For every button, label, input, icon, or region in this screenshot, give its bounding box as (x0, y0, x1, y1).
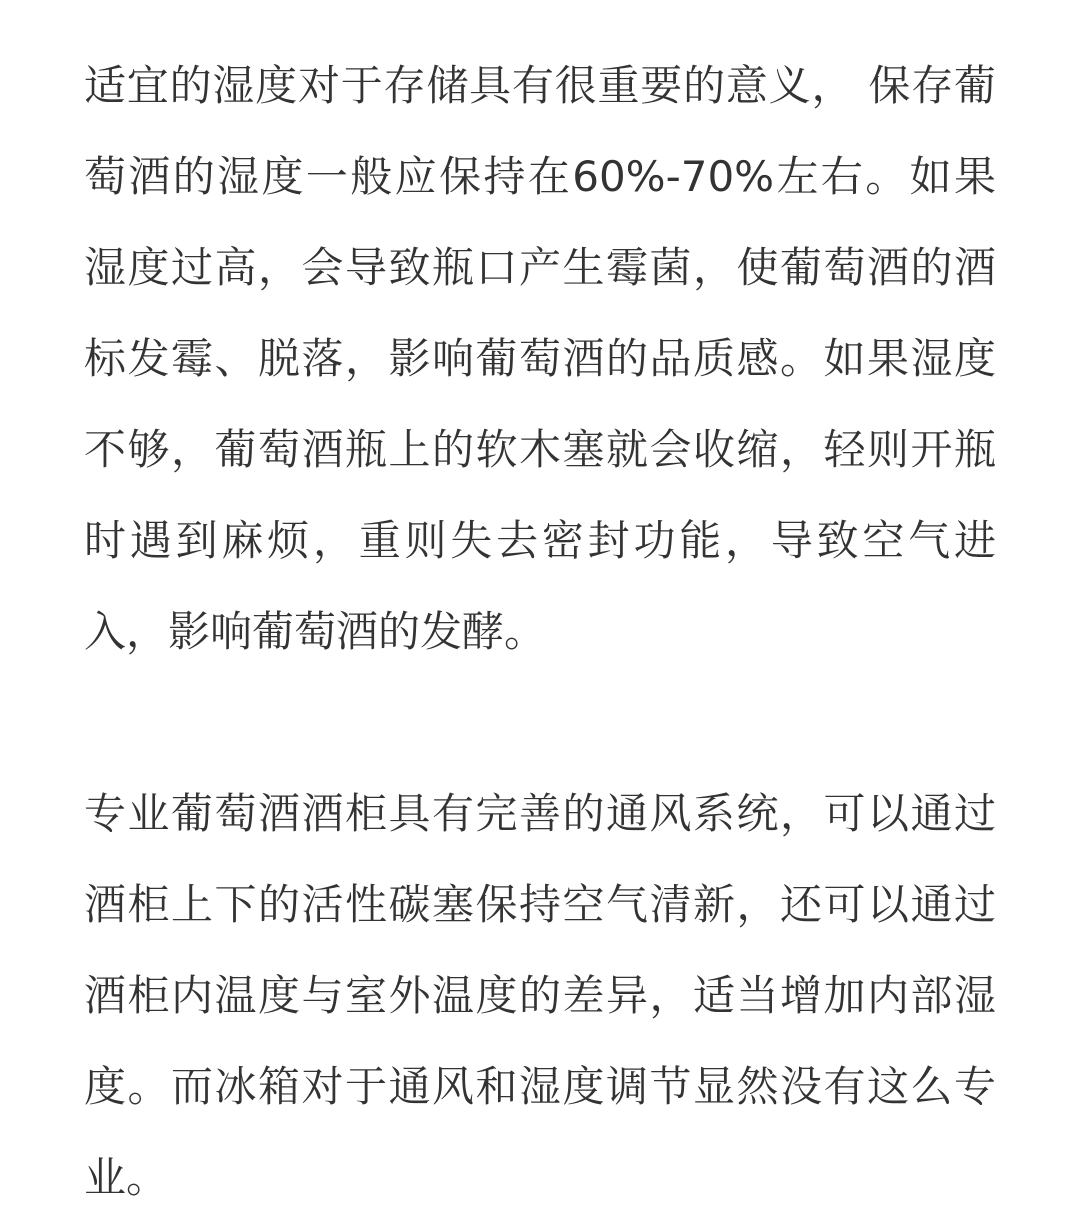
text-line: 酒柜内温度与室外温度的差异，适当增加内部湿 (84, 971, 996, 1020)
text-line: 适宜的湿度对于存储具有很重要的意义， 保存葡 (84, 61, 996, 110)
text-line: 业。 (84, 1153, 169, 1202)
text-line: 湿度过高，会导致瓶口产生霉菌，使葡萄酒的酒 (84, 243, 996, 292)
text-line: 标发霉、脱落，影响葡萄酒的品质感。如果湿度 (84, 334, 996, 383)
paragraph-wine-cabinet (84, 768, 996, 1223)
text-line: 时遇到麻烦，重则失去密封功能，导致空气进 (84, 516, 996, 565)
text-line: 入，影响葡萄酒的发酵。 (84, 607, 547, 656)
text-line: 专业葡萄酒酒柜具有完善的通风系统，可以通过 (84, 789, 996, 838)
paragraph-humidity (84, 40, 996, 677)
text-line: 萄酒的湿度一般应保持在60%-70%左右。如果 (84, 152, 996, 201)
article-body (84, 40, 996, 1223)
text-line: 酒柜上下的活性碳塞保持空气清新，还可以通过 (84, 880, 996, 929)
text-line: 度。而冰箱对于通风和湿度调节显然没有这么专 (84, 1062, 996, 1111)
text-line: 不够，葡萄酒瓶上的软木塞就会收缩，轻则开瓶 (84, 425, 996, 474)
